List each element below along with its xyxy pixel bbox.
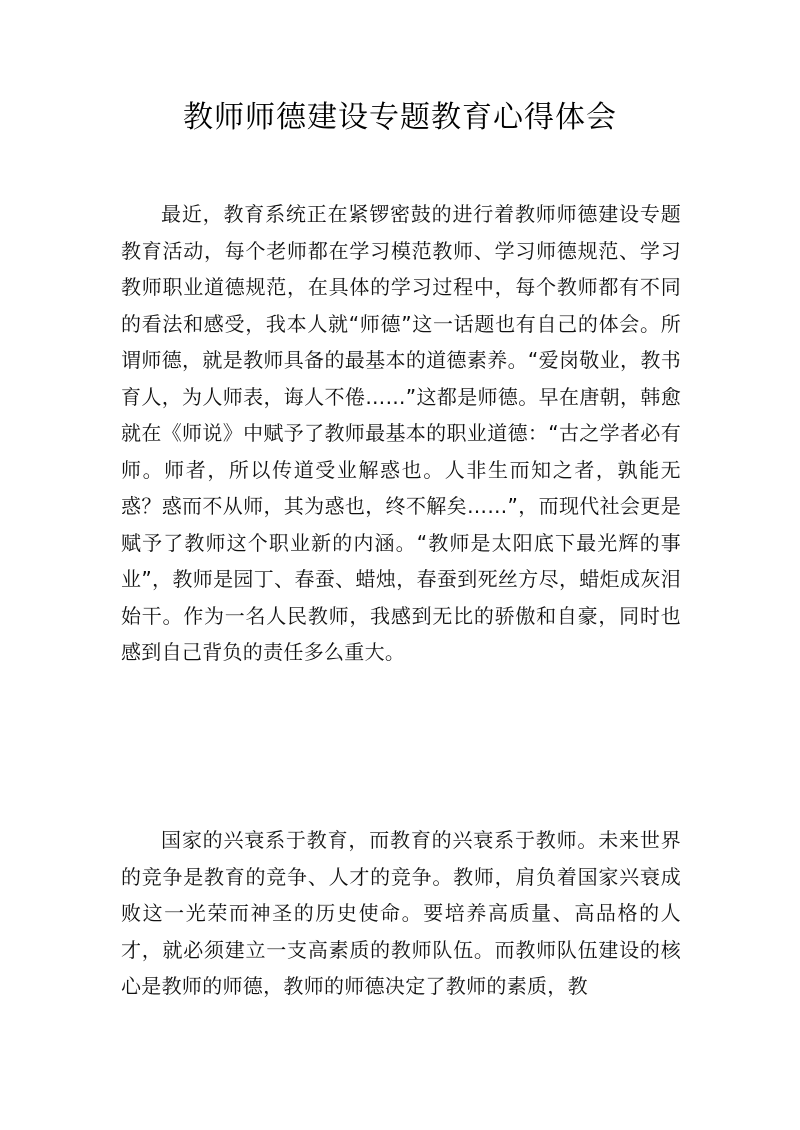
document-title: 教师师德建设专题教育心得体会 [183,100,617,135]
paragraph-container [121,822,681,1005]
paragraph-container [121,196,681,671]
body-paragraph-2: 国家的兴衰系于教育，而教育的兴衰系于教师。未来世界的竞争是教育的竞争、人才的竞争。教师，肩负着国家兴衰成败这一光荣而神圣的历史使命。要培养高质量、高品格的人才，就必须建立一支高素质的教师队伍。而教师队伍建设的核心是教师的师德，教师的师德决定了教师的素质，教 [121,828,681,998]
body-paragraph-1: 最近，教育系统正在紧锣密鼓的进行着教师师德建设专题教育活动，每个老师都在学习模范教师、学习师德规范、学习教师职业道德规范，在具体的学习过程中，每个教师都有不同的看法和感受，我本人就“师德”这一话题也有自己的体会。所谓师德，就是教师具备的最基本的道德素养。“爱岗敬业，教书育人，为人师表，诲人不倦……”这都是师德。早在唐朝，韩愈就在《师说》中赋予了教师最基本的职业道德：“古之学者必有师。师者，所以传道受业解惑也。人非生而知之者，孰能无惑？惑而不从师，其为惑也，终不解矣……”，而现代社会更是赋予了教师这个职业新的内涵。“教师是太阳底下最光辉的事业”，教师是园丁、春蚕、蜡烛，春蚕到死丝方尽，蜡炬成灰泪始干。作为一名人民教师，我感到无比的骄傲和自豪，同时也感到自己背负的责任多么重大。 [121,202,681,664]
